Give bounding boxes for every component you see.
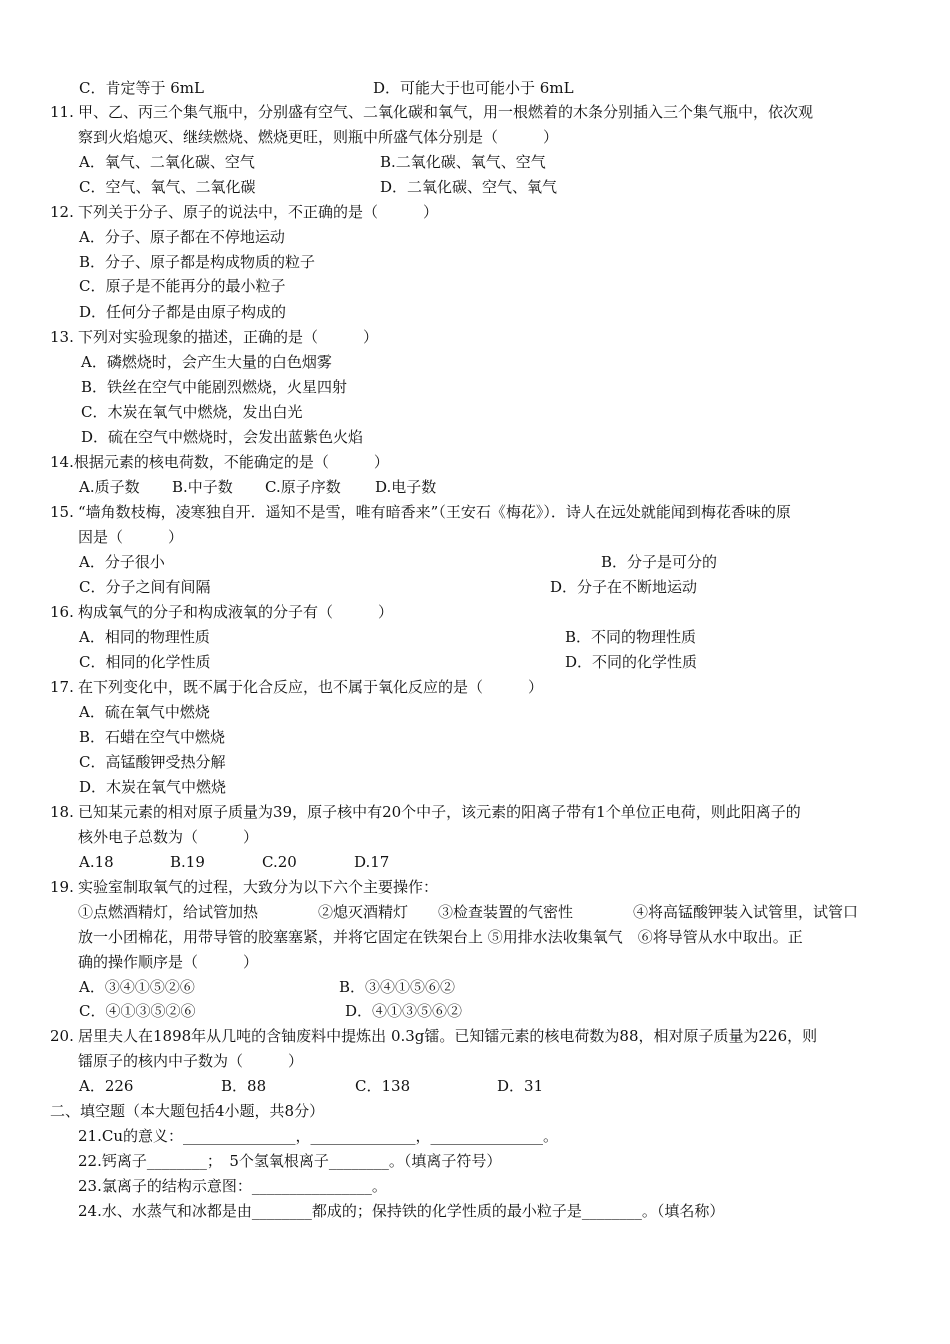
q14-option-a: A.质子数 — [79, 478, 140, 496]
q13-option-b: B．铁丝在空气中能剧烈燃烧，火星四射 — [81, 378, 348, 396]
q16-option-c: C．相同的化学性质 — [79, 653, 211, 671]
q20-stem-line2: 镭原子的核内中子数为（ ） — [78, 1052, 304, 1070]
q20-option-b: B．88 — [221, 1077, 267, 1095]
q14-option-b: B.中子数 — [172, 478, 233, 496]
q14-option-c: C.原子序数 — [265, 478, 341, 496]
q15-number: 15. — [50, 503, 74, 521]
q12-option-c: C．原子是不能再分的最小粒子 — [79, 277, 286, 295]
q10-option-c: C．肯定等于 6mL — [79, 79, 204, 97]
q17-option-c: C．高锰酸钾受热分解 — [79, 753, 226, 771]
q11-option-a: A．氧气、二氧化碳、空气 — [79, 153, 255, 171]
q19-stem-line2: ①点燃酒精灯，给试管加热 ②熄灭酒精灯 ③检查装置的气密性 ④将高锰酸钾装入试管里，试管口 — [78, 903, 859, 921]
q12-option-b: B．分子、原子都是构成物质的粒子 — [79, 253, 316, 271]
q22-line: 22.钙离子________； 5个氢氧根离子________。（填离子符号） — [78, 1152, 502, 1170]
q11-option-d: D．二氧化碳、空气、氧气 — [380, 178, 558, 196]
q19-stem-line1: 19. 实验室制取氧气的过程，大致分为以下六个主要操作： — [50, 878, 439, 896]
q16-option-a: A．相同的物理性质 — [79, 628, 210, 646]
q15-stem-line2: 因是（ ） — [78, 528, 184, 546]
q18-number: 18. — [50, 803, 74, 821]
q17-option-b: B．石蜡在空气中燃烧 — [79, 728, 226, 746]
q15-stem-line1: 15. “墙角数枝梅，凌寒独自开．遥知不是雪，唯有暗香来”（王安石《梅花》）．诗人在远处就能闻到梅花香味的原 — [50, 503, 791, 521]
q18-stem-line2: 核外电子总数为（ ） — [78, 828, 259, 846]
q16-option-d: D．不同的化学性质 — [565, 653, 698, 671]
q16-option-b: B．不同的物理性质 — [565, 628, 697, 646]
q18-option-b: B.19 — [170, 853, 205, 871]
q17-option-d: D．木炭在氧气中燃烧 — [79, 778, 227, 796]
section2-heading: 二、填空题（本大题包括4小题，共8分） — [50, 1102, 325, 1120]
q16-stem: 16. 构成氧气的分子和构成液氧的分子有（ ） — [50, 603, 394, 621]
q14-option-d: D.电子数 — [375, 478, 437, 496]
q17-option-a: A．硫在氧气中燃烧 — [79, 703, 210, 721]
q12-stem: 12. 下列关于分子、原子的说法中，不正确的是（ ） — [50, 203, 439, 221]
q20-option-a: A．226 — [79, 1077, 134, 1095]
q17-stem: 17. 在下列变化中，既不属于化合反应，也不属于氧化反应的是（ ） — [50, 678, 544, 696]
q11-option-b: B.二氧化碳、氧气、空气 — [380, 153, 546, 171]
q18-option-c: C.20 — [262, 853, 297, 871]
q14-stem: 14.根据元素的核电荷数，不能确定的是（ ） — [50, 453, 389, 471]
q19-option-d: D．④①③⑤⑥② — [345, 1002, 463, 1020]
q12-option-d: D．任何分子都是由原子构成的 — [79, 303, 287, 321]
q24-line: 24.水、水蒸气和冰都是由________都成的；保持铁的化学性质的最小粒子是________。（填名称） — [78, 1202, 725, 1220]
q19-number: 19. — [50, 878, 74, 896]
q21-line: 21.Cu的意义：_______________，______________，_______________。 — [78, 1127, 558, 1145]
q15-option-c: C．分子之间有间隔 — [79, 578, 211, 596]
q13-option-a: A．磷燃烧时，会产生大量的白色烟雾 — [81, 353, 332, 371]
q15-option-d: D．分子在不断地运动 — [550, 578, 698, 596]
q13-option-d: D．硫在空气中燃烧时，会发出蓝紫色火焰 — [81, 428, 364, 446]
q12-option-a: A．分子、原子都在不停地运动 — [79, 228, 285, 246]
q20-stem-line1: 20. 居里夫人在1898年从几吨的含铀废料中提炼出 0.3g镭。已知镭元素的核电荷数为88，相对原子质量为226，则 — [50, 1027, 818, 1045]
q10-option-d: D．可能大于也可能小于 6mL — [373, 79, 574, 97]
q17-number: 17. — [50, 678, 74, 696]
q19-option-c: C．④①③⑤②⑥ — [79, 1002, 196, 1020]
q19-option-a: A．③④①⑤②⑥ — [79, 978, 195, 996]
q19-stem-line4: 确的操作顺序是（ ） — [78, 953, 259, 971]
q12-number: 12. — [50, 203, 74, 221]
q18-option-d: D.17 — [354, 853, 390, 871]
q13-number: 13. — [50, 328, 74, 346]
q18-option-a: A.18 — [79, 853, 114, 871]
q13-option-c: C．木炭在氧气中燃烧，发出白光 — [81, 403, 303, 421]
q11-stem-line2: 察到火焰熄灭、继续燃烧、燃烧更旺，则瓶中所盛气体分别是（ ） — [78, 128, 559, 146]
q11-stem-line1: 11. 甲、乙、丙三个集气瓶中，分别盛有空气、二氧化碳和氧气，用一根燃着的木条分别插入三个集气瓶中，依次观 — [50, 103, 814, 121]
q15-option-b: B．分子是可分的 — [601, 553, 718, 571]
q15-option-a: A．分子很小 — [79, 553, 165, 571]
q20-option-c: C．138 — [355, 1077, 411, 1095]
q19-stem-line3: 放一小团棉花，用带导管的胶塞塞紧，并将它固定在铁架台上 ⑤用排水法收集氧气 ⑥将导管从水中取出。正 — [78, 928, 803, 946]
q11-option-c: C．空气、氧气、二氧化碳 — [79, 178, 256, 196]
q23-line: 23.氯离子的结构示意图：________________。 — [78, 1177, 387, 1195]
q16-number: 16. — [50, 603, 74, 621]
q13-stem: 13. 下列对实验现象的描述，正确的是（ ） — [50, 328, 379, 346]
q20-option-d: D．31 — [497, 1077, 544, 1095]
q11-number: 11. — [50, 103, 74, 121]
q20-number: 20. — [50, 1027, 74, 1045]
q19-option-b: B．③④①⑤⑥② — [339, 978, 456, 996]
q18-stem-line1: 18. 已知某元素的相对原子质量为39，原子核中有20个中子，该元素的阳离子带有1个单位正电荷，则此阳离子的 — [50, 803, 801, 821]
